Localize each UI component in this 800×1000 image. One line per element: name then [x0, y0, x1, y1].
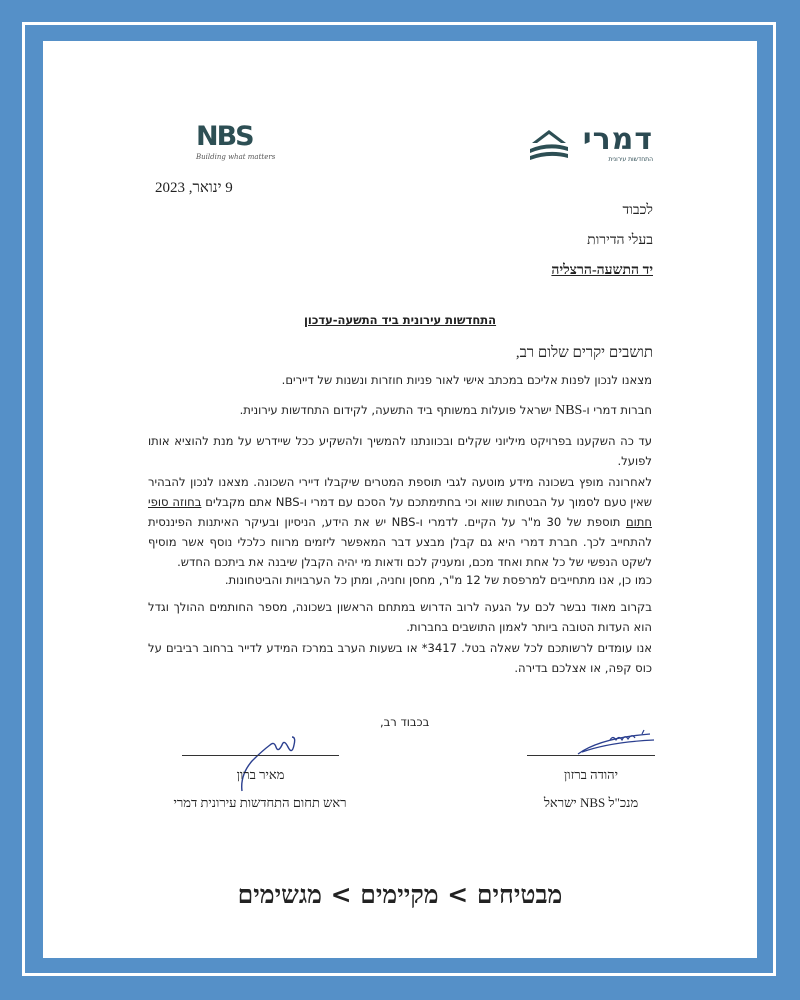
paragraph-2-start: חברות דמרי ו- [582, 403, 652, 417]
letter-closing: בכבוד רב, [380, 715, 430, 729]
signature-1-line [527, 755, 655, 756]
paragraph-2-end: ישראל פועלות במשותף ביד התשעה, לקידום התחדשות עירונית. [239, 403, 556, 417]
damri-logo [528, 122, 653, 167]
paragraph-5: כמו כן, אנו מתחייבים למרפסת של 12 מ"ר, מחסן וחניה, ומתן כל הערבויות והביטחונות. [224, 573, 652, 587]
paragraph-4-part2: תוספת של 30 מ"ר על הקיים. לדמרי ו-NBS יש את הידע, הניסיון ובעיקר האיתנות הפיננסית להתחייב לכך. חברת דמרי היא גם קבלן מבצע דבר המאפשר ליזמים מרווח כלכלי נוסף אשר מוסיף לשקט הנפשי של כל אחת ואחד מכם, ומעניק לכם ודאות מי יהיה הקבלן שיבנה את ביתכם החדש. [148, 515, 652, 569]
paragraph-4-part1: לאחרונה מופץ בשכונה מידע מוטעה לגבי תוספת המטרים שיקבלו דיירי השכונה. מצאנו לנכון להבהיר שאין טעם לסמוך על הבטחות שווא וכי בחתימתכם על הסכם עם דמרי ו-NBS אתם מקבלים [148, 475, 652, 509]
nbs-tagline: Building what matters [196, 153, 276, 161]
damri-wordmark: דמרי [582, 122, 653, 157]
roof-waves-icon [528, 127, 570, 163]
paragraph-2 [148, 400, 652, 421]
signature-2-icon [220, 725, 300, 795]
paragraph-7: אנו עומדים לרשותכם לכל שאלה בטל. 3417* או בשעות הערב במרכז המידע לדייר ברחוב רביבים על כוס קפה, או אצלכם בדירה. [148, 641, 653, 675]
signature-1-icon [570, 728, 660, 758]
signature-2-line [182, 755, 339, 756]
signatory-2-name: מאיר ברון [236, 767, 285, 782]
letter-subject: התחדשות עירונית ביד התשעה-עדכון [303, 313, 497, 327]
paragraph-4 [148, 472, 652, 572]
paragraph-1: מצאנו לנכון לפנות אליכם במכתב אישי לאור פניות חוזרות ונשנות של דיירים. [281, 373, 652, 387]
damri-subtitle: התחדשות עירונית [608, 156, 653, 163]
recipient-line-1: לכבוד [622, 203, 653, 218]
paragraph-3: עד כה השקענו בפרויקט מיליוני שקלים ובכוונתנו להמשיך ולהשקיע ככל שיידרש על מנת להוציא אותו לפועל. [148, 434, 652, 468]
paragraph-2-nbs: NBS [555, 403, 583, 418]
nbs-wordmark: NBS [196, 121, 253, 152]
letter-greeting: תושבים יקרים שלום רב, [515, 345, 653, 361]
recipient-line-2: בעלי הדירות [587, 233, 653, 248]
recipient-line-3: יד התשעה-הרצליה [551, 263, 653, 278]
paragraph-6: בקרוב מאוד נבשר לכם על הגעה לרוב הדרוש במתחם הראשון בשכונה, מספר החותמים ההולך וגדל הוא העדות הטובה ביותר לאמון התושבים בחברות. [148, 600, 652, 634]
signatory-1-name: יהודה ברזון [563, 767, 619, 782]
signatory-2-role: ראש תחום התחדשות עירונית דמרי [173, 795, 347, 810]
slogan: מבטיחים > מקיימים > מגשימים [237, 880, 563, 909]
nbs-logo [196, 122, 276, 172]
letter-date: 9 ינואר, 2023 [155, 180, 233, 196]
paragraph-4-underlined: בחוזה סופי חתום [148, 495, 652, 529]
signatory-1-role: מנכ"ל NBS ישראל [543, 795, 639, 810]
